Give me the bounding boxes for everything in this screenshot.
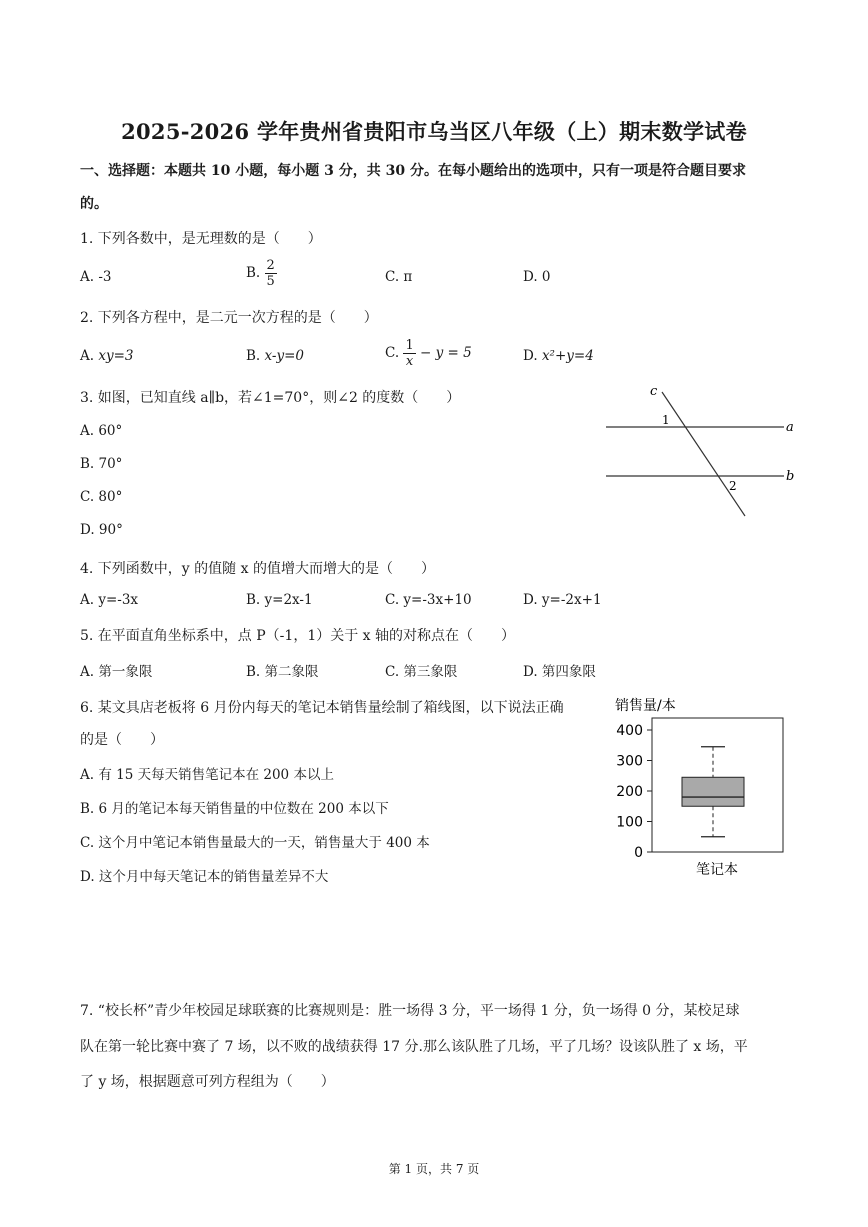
fraction-two-fifths xyxy=(265,258,277,289)
question-1-option-b xyxy=(246,258,277,289)
page-title: 2025-2026 学年贵州省贵阳市乌当区八年级（上）期末数学试卷 xyxy=(121,119,747,144)
section-heading: 一、选择题：本题共 10 小题，每小题 3 分，共 30 分。在每小题给出的选项中，只有一项是符合题目要求 xyxy=(80,163,746,179)
parallel-lines-figure xyxy=(600,380,800,520)
question-5-option-d: D. 第四象限 xyxy=(523,664,596,680)
page-footer: 第 1 页，共 7 页 xyxy=(388,1162,480,1176)
chart-xlabel: 笔记本 xyxy=(696,862,738,878)
y-axis-ticks xyxy=(616,723,652,861)
question-6-stem: 6. 某文具店老板将 6 月份内每天的笔记本销售量绘制了箱线图，以下说法正确 xyxy=(80,700,564,716)
question-6-stem-continued: 的是（ ） xyxy=(80,732,164,748)
question-6-option-a: A. 有 15 天每天销售笔记本在 200 本以上 xyxy=(80,767,334,783)
sales-boxplot xyxy=(605,692,790,882)
fraction-one-over-x xyxy=(403,338,415,369)
question-2-option-b xyxy=(246,348,304,364)
option-a-expression: xy=3 xyxy=(98,348,134,364)
option-d-prefix: D. xyxy=(523,348,538,364)
question-6-option-d: D. 这个月中每天笔记本的销售量差异不大 xyxy=(80,869,329,885)
question-3-option-d: D. 90° xyxy=(80,522,123,538)
fraction-denominator: x xyxy=(405,354,414,369)
question-5-option-b: B. 第二象限 xyxy=(246,664,319,680)
fraction-numerator: 1 xyxy=(405,338,414,353)
question-3-option-a: A. 60° xyxy=(80,423,123,439)
question-6-option-c: C. 这个月中笔记本销售量最大的一天，销售量大于 400 本 xyxy=(80,835,430,851)
label-a: a xyxy=(786,420,794,435)
question-2-stem: 2. 下列各方程中，是二元一次方程的是（ ） xyxy=(80,310,378,326)
option-d-expression: x²+y=4 xyxy=(541,348,594,364)
iqr-box xyxy=(682,777,744,806)
fraction-denominator: 5 xyxy=(266,274,275,289)
chart-ylabel: 销售量/本 xyxy=(615,698,676,714)
fraction-numerator: 2 xyxy=(266,258,275,273)
option-c-prefix: C. xyxy=(385,345,400,361)
question-6-option-b: B. 6 月的笔记本每天销售量的中位数在 200 本以下 xyxy=(80,801,389,817)
angle-1-label: 1 xyxy=(662,413,670,427)
question-5-stem: 5. 在平面直角坐标系中，点 P（-1，1）关于 x 轴的对称点在（ ） xyxy=(80,628,516,644)
question-2-option-a xyxy=(80,348,134,364)
question-1-stem: 1. 下列各数中，是无理数的是（ ） xyxy=(80,231,322,247)
option-b-expression: x-y=0 xyxy=(264,348,304,364)
label-b: b xyxy=(786,469,795,484)
angle-2-label: 2 xyxy=(729,479,737,493)
question-3-option-b: B. 70° xyxy=(80,456,123,472)
question-5-option-c: C. 第三象限 xyxy=(385,664,458,680)
section-heading-continued: 的。 xyxy=(80,196,108,212)
question-2-option-d xyxy=(523,348,594,364)
question-1-option-a: A. -3 xyxy=(80,269,112,285)
question-4-option-c: C. y=-3x+10 xyxy=(385,592,472,608)
y-tick-label: 100 xyxy=(616,814,643,831)
y-tick-label: 400 xyxy=(616,723,643,739)
question-7-stem-line2: 队在第一轮比赛中赛了 7 场，以不败的战绩获得 17 分.那么该队胜了几场，平了几场？设该队胜了 x 场，平 xyxy=(80,1039,748,1055)
transversal-c xyxy=(662,392,745,516)
question-7-stem-line3: 了 y 场，根据题意可列方程组为（ ） xyxy=(80,1074,335,1090)
option-a-prefix: A. xyxy=(80,348,95,364)
question-4-stem: 4. 下列函数中，y 的值随 x 的值增大而增大的是（ ） xyxy=(80,561,435,577)
question-4-option-a: A. y=-3x xyxy=(80,592,139,608)
question-3-option-c: C. 80° xyxy=(80,489,123,505)
option-c-expression-rest: − y = 5 xyxy=(420,345,472,361)
question-4-option-b: B. y=2x-1 xyxy=(246,592,313,608)
question-1-option-d: D. 0 xyxy=(523,269,551,285)
y-tick-label: 0 xyxy=(634,845,643,861)
question-2-option-c xyxy=(385,338,472,369)
box-group xyxy=(682,747,744,837)
option-b-prefix: B. xyxy=(246,265,261,281)
option-b-prefix: B. xyxy=(246,348,261,364)
y-tick-label: 200 xyxy=(616,784,643,800)
label-c: c xyxy=(650,384,658,399)
question-3-stem: 3. 如图，已知直线 a∥b，若∠1=70°，则∠2 的度数（ ） xyxy=(80,390,461,406)
question-4-option-d: D. y=-2x+1 xyxy=(523,592,602,608)
y-tick-label: 300 xyxy=(616,753,643,770)
question-7-stem-line1: 7. “校长杯”青少年校园足球联赛的比赛规则是：胜一场得 3 分，平一场得 1 分，负一场得 0 分，某校足球 xyxy=(80,1003,740,1019)
question-1-option-c: C. π xyxy=(385,269,413,285)
question-5-option-a: A. 第一象限 xyxy=(80,664,153,680)
